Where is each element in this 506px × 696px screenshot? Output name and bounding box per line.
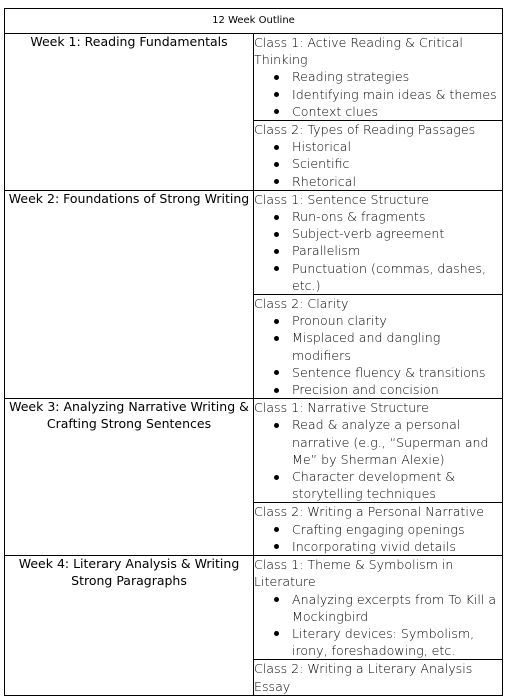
topic-item: Parallelism: [292, 242, 502, 259]
title-row: [5, 9, 503, 34]
topic-item: Punctuation (commas, dashes, etc.): [292, 260, 502, 294]
class-cell: [254, 295, 503, 399]
topic-item: Read & analyze a personal narrative (e.g., “Superman and Me” by Sherman Alexie): [292, 416, 502, 468]
topic-item: Context clues: [292, 103, 502, 120]
topic-list: [254, 138, 502, 190]
topic-item: Analyzing excerpts from To Kill a Mockingbird: [292, 591, 502, 625]
class-cell: [254, 399, 503, 503]
topic-list: [254, 591, 502, 660]
topic-item: Misplaced and dangling modifiers: [292, 329, 502, 363]
topic-item: Crafting engaging openings: [292, 521, 502, 538]
class-title: Class 2: Writing a Personal Narrative: [254, 504, 485, 520]
topic-item: Run-ons & fragments: [292, 208, 502, 225]
topic-list: [254, 416, 502, 502]
topic-item: Identifying main ideas & themes: [292, 86, 502, 103]
topic-item: Sentence fluency & transitions: [292, 364, 502, 381]
class-cell: [254, 556, 503, 660]
outline-title: 12 Week Outline: [5, 9, 503, 34]
topic-list: [254, 312, 502, 398]
topic-item: Character development & storytelling techniques: [292, 468, 502, 502]
week-3-class-1-row: [5, 399, 503, 503]
topic-item: Pronoun clarity: [292, 312, 502, 329]
class-title: Class 1: Sentence Structure: [254, 191, 430, 207]
week-2-class-1-row: [5, 190, 503, 294]
class-cell: [254, 34, 503, 121]
topic-item: Reading strategies: [292, 68, 502, 85]
topic-list: [254, 521, 502, 555]
class-title: Class 1: Active Reading & Critical Thinking: [254, 35, 463, 68]
week-heading: Week 1: Reading Fundamentals: [5, 34, 254, 191]
class-title: Class 1: Theme & Symbolism in Literature: [254, 557, 454, 590]
topic-item: Rhetorical: [292, 173, 502, 190]
topic-list: [254, 208, 502, 294]
class-cell: [254, 503, 503, 556]
class-title: Class 2: Writing a Literary Analysis Essay: [254, 661, 473, 694]
week-4-class-1-row: [5, 556, 503, 660]
topic-item: Precision and concision: [292, 381, 502, 398]
topic-item: Literary devices: Symbolism, irony, foreshadowing, etc.: [292, 625, 502, 659]
class-title: Class 2: Clarity: [254, 296, 349, 312]
topic-item: Scientific: [292, 155, 502, 172]
topic-item: Historical: [292, 138, 502, 155]
topic-list: [254, 68, 502, 120]
class-cell: [254, 121, 503, 191]
outline-table: [4, 8, 503, 696]
week-heading: Week 3: Analyzing Narrative Writing & Crafting Strong Sentences: [5, 399, 254, 556]
class-title: Class 2: Types of Reading Passages: [254, 122, 476, 138]
class-cell: [254, 190, 503, 294]
class-title: Class 1: Narrative Structure: [254, 400, 429, 416]
week-heading: Week 4: Literary Analysis & Writing Strong Paragraphs: [5, 556, 254, 696]
topic-item: Incorporating vivid details: [292, 538, 502, 555]
topic-item: Subject-verb agreement: [292, 225, 502, 242]
week-1-class-1-row: [5, 34, 503, 121]
week-heading: Week 2: Foundations of Strong Writing: [5, 190, 254, 398]
